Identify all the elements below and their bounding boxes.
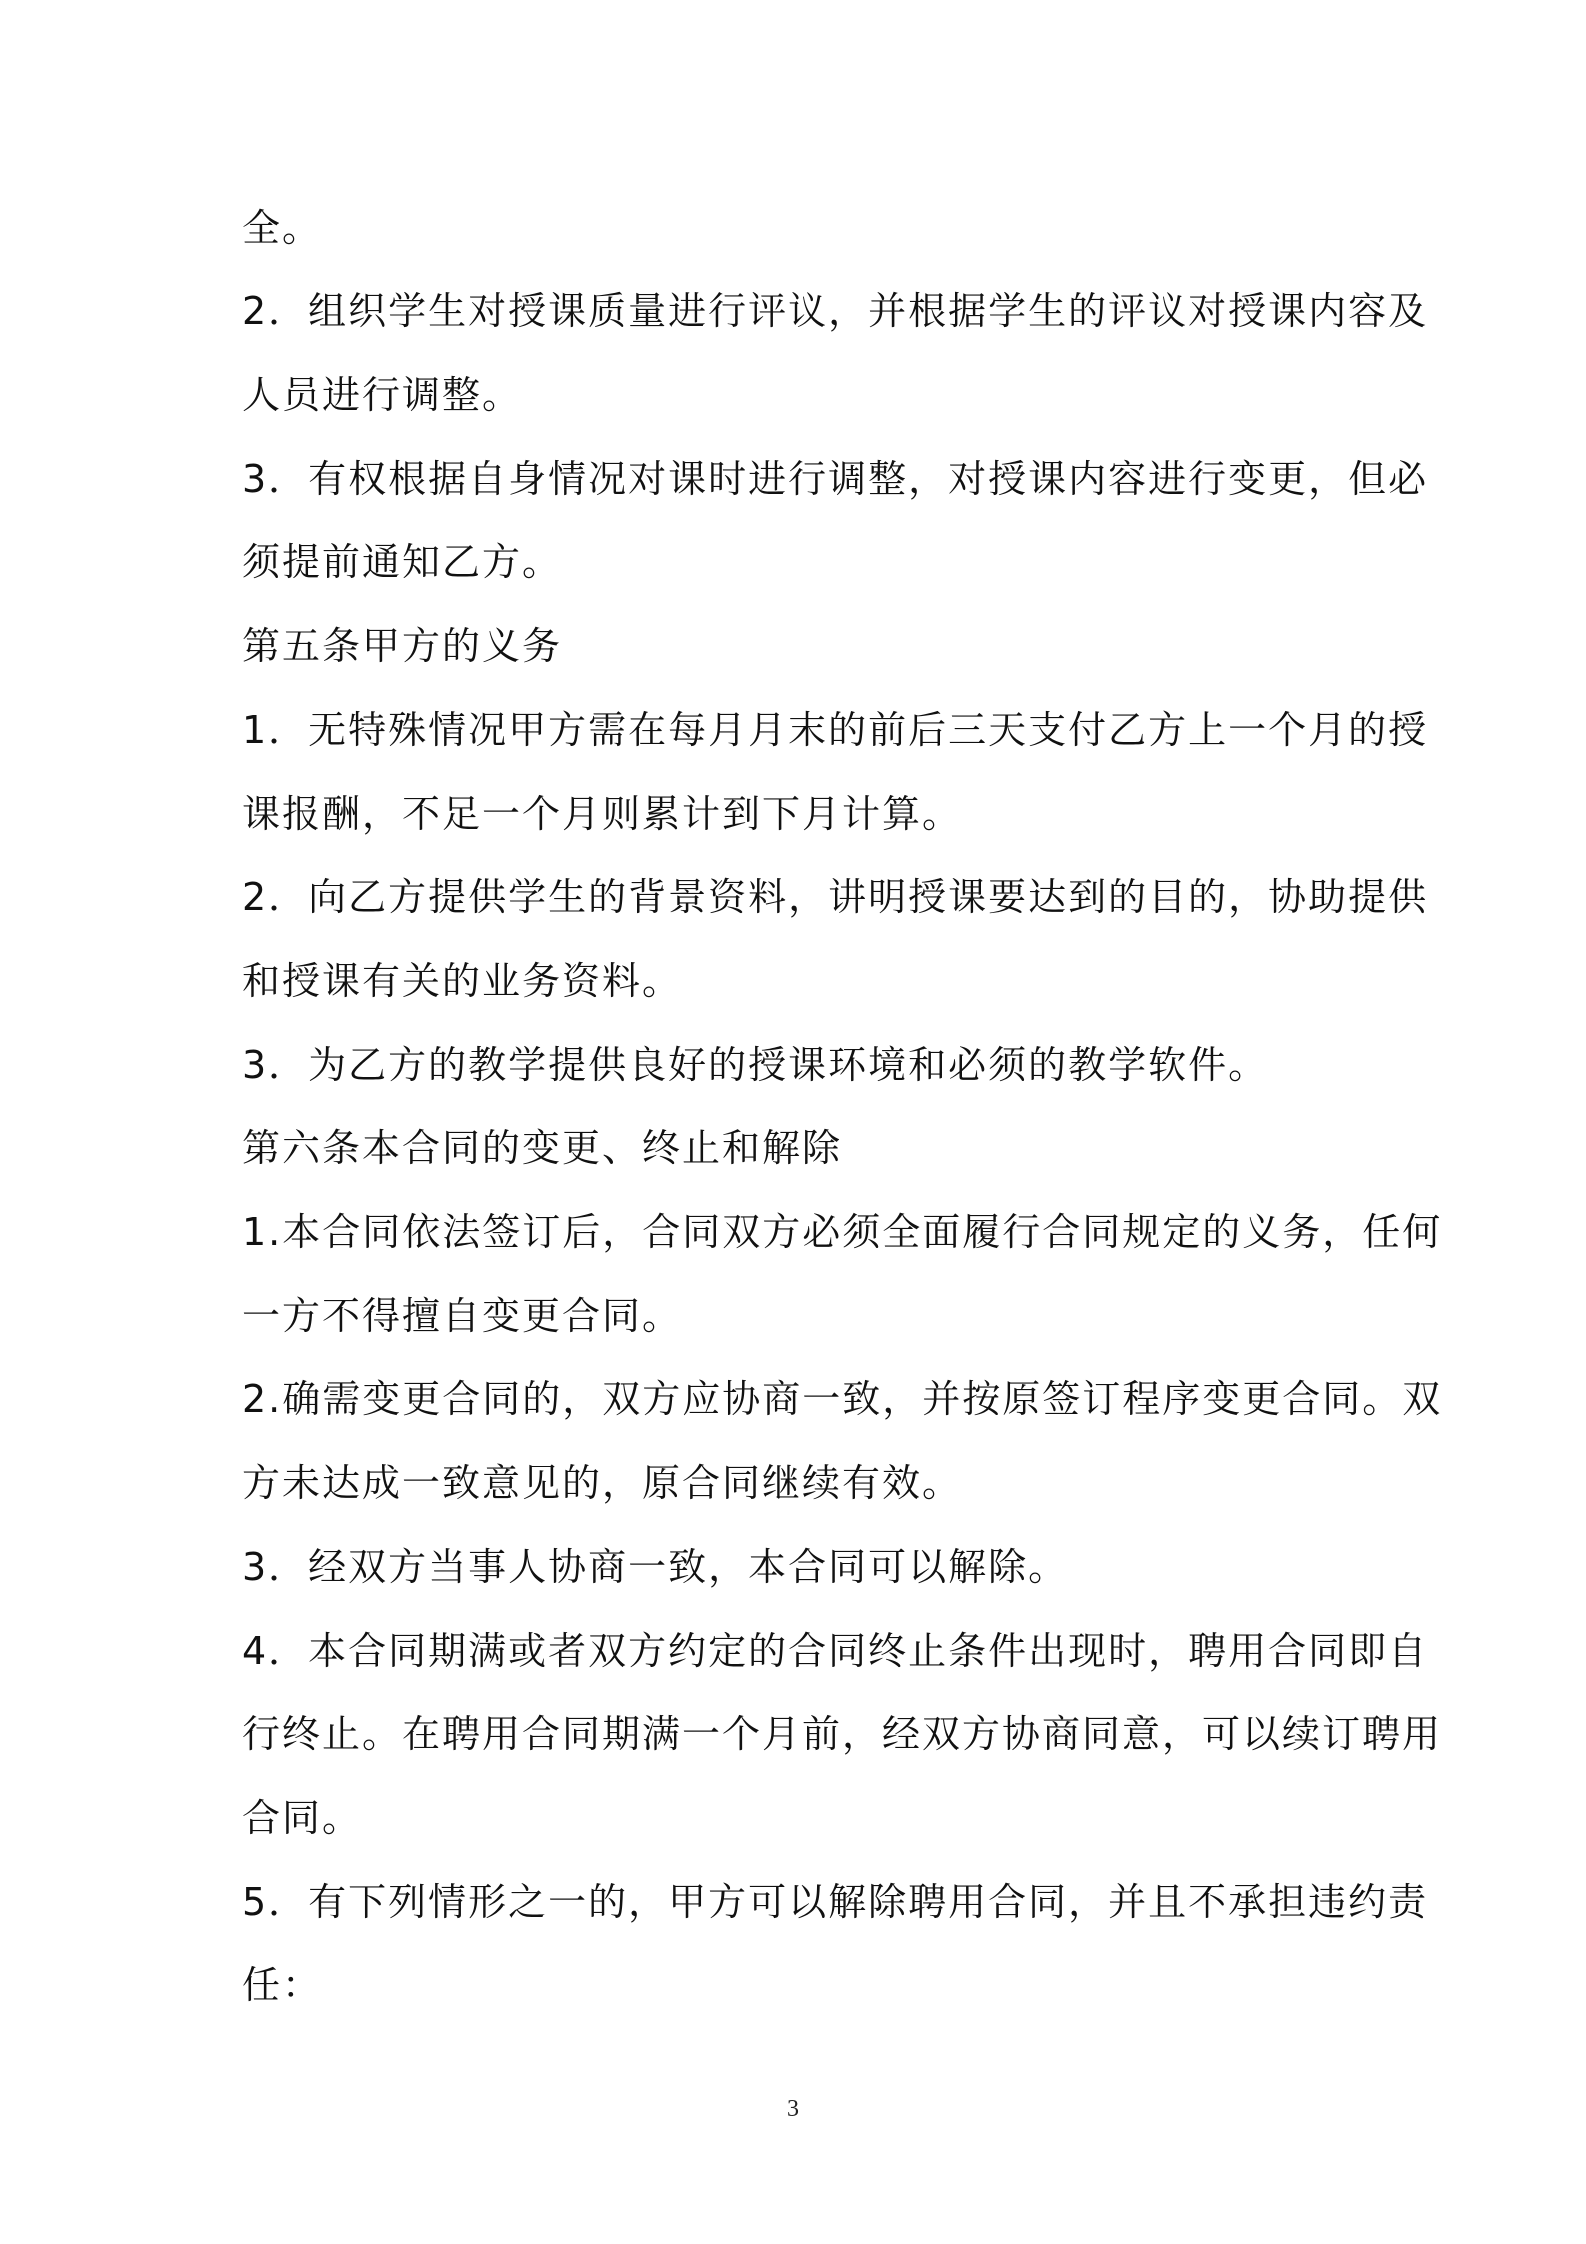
section-heading: 第五条甲方的义务 — [242, 624, 563, 668]
section-heading: 第六条本合同的变更、终止和解除 — [242, 1126, 843, 1170]
text-line: 一方不得擅自变更合同。 — [242, 1294, 683, 1338]
text-line: 2.确需变更合同的，双方应协商一致，并按原签订程序变更合同。双 — [242, 1377, 1443, 1421]
text-line: 3．经双方当事人协商一致，本合同可以解除。 — [242, 1545, 1069, 1589]
text-line: 全。 — [242, 206, 323, 250]
page-number: 3 — [787, 2096, 799, 2122]
text-line: 3．为乙方的教学提供良好的授课环境和必须的教学软件。 — [242, 1043, 1269, 1087]
text-line: 任： — [242, 1963, 323, 2007]
text-line: 人员进行调整。 — [242, 373, 523, 417]
text-line: 5．有下列情形之一的，甲方可以解除聘用合同，并且不承担违约责 — [242, 1880, 1429, 1924]
text-line: 1.本合同依法签订后，合同双方必须全面履行合同规定的义务，任何 — [242, 1210, 1443, 1254]
text-line: 和授课有关的业务资料。 — [242, 959, 683, 1003]
text-line: 行终止。在聘用合同期满一个月前，经双方协商同意，可以续订聘用 — [242, 1712, 1443, 1756]
text-line: 课报酬，不足一个月则累计到下月计算。 — [242, 792, 963, 836]
text-line: 2．向乙方提供学生的背景资料，讲明授课要达到的目的，协助提供 — [242, 875, 1429, 919]
text-line: 3．有权根据自身情况对课时进行调整，对授课内容进行变更，但必 — [242, 457, 1429, 501]
text-line: 合同。 — [242, 1796, 363, 1840]
text-line: 须提前通知乙方。 — [242, 540, 563, 584]
text-line: 4．本合同期满或者双方约定的合同终止条件出现时，聘用合同即自 — [242, 1629, 1429, 1673]
text-line: 1．无特殊情况甲方需在每月月末的前后三天支付乙方上一个月的授 — [242, 708, 1429, 752]
text-line: 2．组织学生对授课质量进行评议，并根据学生的评议对授课内容及 — [242, 289, 1429, 333]
text-line: 方未达成一致意见的，原合同继续有效。 — [242, 1461, 963, 1505]
